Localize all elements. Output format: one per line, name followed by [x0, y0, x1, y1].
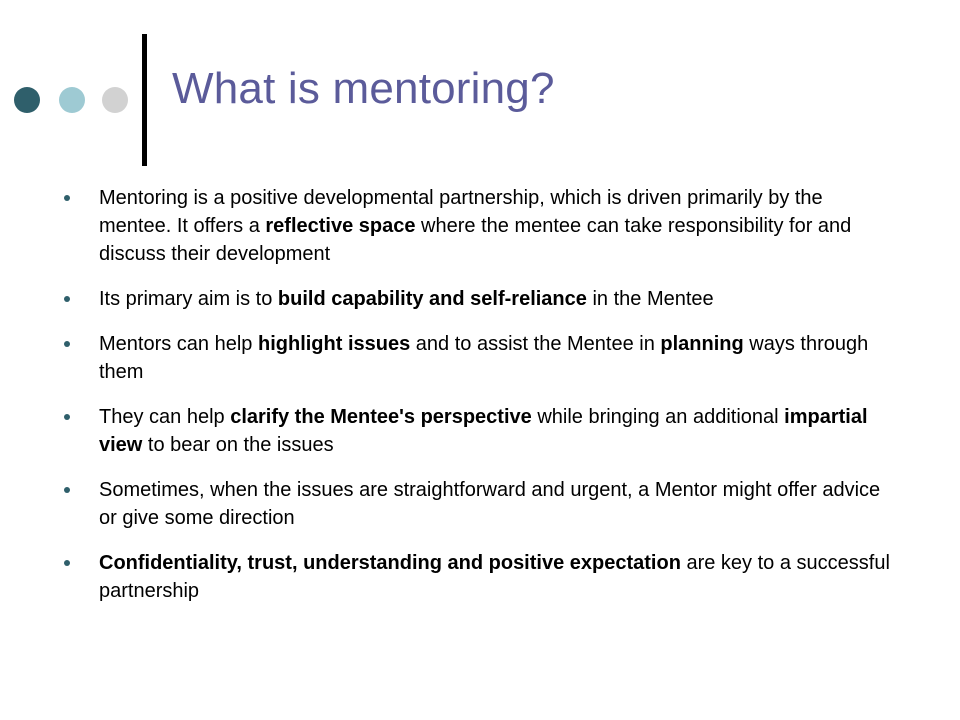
dark-teal-dot-icon: [14, 87, 40, 113]
bullet-item: [64, 184, 894, 268]
bullet-text: They can help: [99, 406, 231, 428]
bullet-dot-icon: [64, 296, 70, 302]
bullet-item: [64, 330, 894, 386]
light-teal-dot-icon: [59, 87, 85, 113]
bullet-text: where the mentee can take responsibility for and discuss their development: [99, 215, 852, 265]
bullet-item: [64, 403, 894, 459]
bullet-text: to bear on the issues: [142, 434, 334, 456]
bullet-text: while bringing an additional: [531, 406, 785, 428]
bullet-text: in the Mentee: [586, 288, 714, 310]
bullet-text: Sometimes, when the issues are straightforward and urgent, a Mentor might offer advice or give some direction: [99, 479, 881, 529]
bullet-text: ways through them: [99, 333, 869, 383]
bullet-dot-icon: [64, 414, 70, 420]
title-divider-bar: [142, 34, 147, 166]
bullet-text: and to assist the Mentee in: [410, 333, 661, 355]
bullet-item: [64, 549, 894, 605]
bullet-bold-text: reflective space: [265, 215, 416, 237]
bullet-item: [64, 476, 894, 532]
bullet-bold-text: build capability and self-reliance: [277, 288, 587, 310]
bullet-dot-icon: [64, 341, 70, 347]
bullet-bold-text: clarify the Mentee's perspective: [230, 406, 532, 428]
decorative-dots: [14, 87, 134, 115]
bullet-bold-text: planning: [660, 333, 744, 355]
bullet-bold-text: highlight issues: [257, 333, 411, 355]
bullet-list: [64, 184, 894, 605]
bullet-dot-icon: [64, 487, 70, 493]
bullet-dot-icon: [64, 560, 70, 566]
bullet-text: Its primary aim is to: [99, 288, 278, 310]
bullet-dot-icon: [64, 195, 70, 201]
bullet-item: [64, 285, 894, 313]
bullet-text: are key to a successful partnership: [99, 552, 890, 602]
bullet-text: Mentors can help: [99, 333, 258, 355]
bullet-bold-text: Confidentiality, trust, understanding and positive expectation: [99, 552, 681, 574]
bullet-bold-text: impartial view: [99, 406, 868, 456]
bullet-text: Mentoring is a positive developmental partnership, which is driven primarily by the mentee. It offers a: [99, 187, 823, 237]
grey-dot-icon: [102, 87, 128, 113]
slide-title: What is mentoring?: [172, 64, 555, 113]
